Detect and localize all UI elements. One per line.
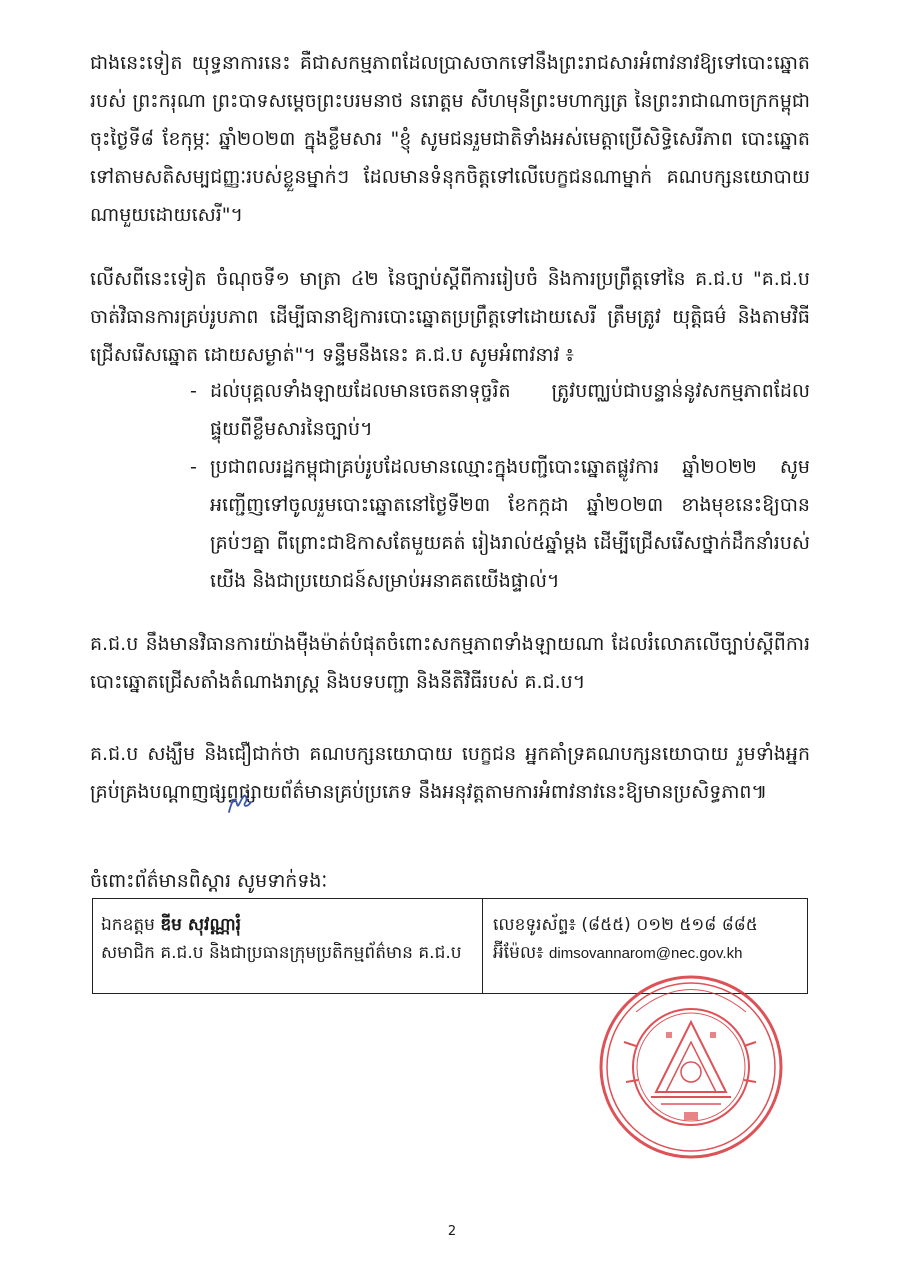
email-label: អ៊ីម៉ែល៖ [493, 943, 544, 963]
paragraph-4: គ.ជ.ប សង្ឃឹម និងជឿជាក់ថា គណបក្សនយោបាយ បេក្ខជន អ្នកគាំទ្រគណបក្សនយោបាយ រួមទាំងអ្នកគ្រប់គ្រងបណ្តាញផ្សព្វផ្សាយព័ត៌មានគ្រប់ប្រភេទ នឹងអនុវត្តតាមការអំពាវនាវនេះឱ្យមានប្រសិទ្ធភាព៕ [90, 743, 810, 803]
paragraph-2: លើសពីនេះទៀត ចំណុចទី១ មាត្រា ៤២ នៃច្បាប់ស្តីពីការរៀបចំ និងការប្រព្រឹត្តទៅនៃ គ.ជ.ប "គ.ជ.ប ចាត់វិធានការគ្រប់រូបភាព ដើម្បីធានាឱ្យការបោះឆ្នោតប្រព្រឹត្តទៅដោយសេរី ត្រឹមត្រូវ យុត្តិធម៌ និងតាមវិធីជ្រើសរើសឆ្នោត ដោយសម្ងាត់"។ ទន្ទឹមនឹងនេះ គ.ជ.ប សូមអំពាវនាវ ៖ [90, 268, 810, 366]
contact-name-line [101, 911, 474, 939]
list-item-text: ប្រជាពលរដ្ឋកម្ពុជាគ្រប់រូបដែលមានឈ្មោះក្នុងបញ្ជីបោះឆ្នោតផ្លូវការ ឆ្នាំ២០២២ សូមអញ្ជើញទៅចូលរួមបោះឆ្នោតនៅថ្ងៃទី២៣ ខែកក្កដា ឆ្នាំ២០២៣ ខាងមុខនេះឱ្យបានគ្រប់ៗគ្នា ពីព្រោះជាឱកាសតែមួយគត់ រៀងរាល់៥ឆ្នាំម្តង ដើម្បីជ្រើសរើសថ្នាក់ដឹកនាំរបស់យើង និងជាប្រយោជន៍សម្រាប់អនាគតយើងផ្ទាល់។ [210, 456, 810, 592]
paragraph-1: ជាងនេះទៀត យុទ្ធនាការនេះ គឺជាសកម្មភាពដែលប្រាសចាកទៅនឹងព្រះរាជសារអំពាវនាវឱ្យទៅបោះឆ្នោតរបស់ ព្រះករុណា ព្រះបាទសម្តេចព្រះបរមនាថ នរោត្តម សីហមុនីព្រះមហាក្សត្រ នៃព្រះរាជាណាចក្រកម្ពុជា ចុះថ្ងៃទី៨ ខែកុម្ភៈ ឆ្នាំ២០២៣ ក្នុងខ្លឹមសារ "ខ្ញុំ សូមជនរួមជាតិទាំងអស់មេត្តាប្រើសិទ្ធិសេរីភាព បោះឆ្នោតទៅតាមសតិសម្បជញ្ញៈរបស់ខ្លួនម្នាក់ៗ ដែលមានទំនុកចិត្តទៅលើបេក្ខជនណាម្នាក់ គណបក្សនយោបាយណាមួយដោយសេរី"។ [90, 52, 810, 226]
paragraph-3: គ.ជ.ប នឹងមានវិធានការយ៉ាងម៉ឺងម៉ាត់បំផុតចំពោះសកម្មភាពទាំងឡាយណា ដែលរំលោភលើច្បាប់ស្តីពីការបោះឆ្នោតជ្រើសតាំងតំណាងរាស្ត្រ និងបទបញ្ជា និងនីតិវិធីរបស់ គ.ជ.ប។ [90, 633, 810, 693]
contact-title: ឯកឧត្តម [101, 915, 155, 935]
contact-role: សមាជិក គ.ជ.ប និងជាប្រធានក្រុមប្រតិកម្មព័ត៌មាន គ.ជ.ប [101, 943, 462, 963]
list-item-text: ដល់បុគ្គលទាំងឡាយដែលមានចេតនាទុច្ចរិត ត្រូវបញ្ឈប់ជាបន្ទាន់នូវសកម្មភាពដែលផ្ទុយពីខ្លឹមសារនៃច្បាប់។ [210, 380, 810, 440]
handwritten-initial [226, 790, 254, 818]
phone-number[interactable]: (៨៥៥) ០១២ ៥១៨ ៨៨៥ [581, 915, 758, 935]
contact-person-cell [93, 899, 483, 993]
contact-heading: ចំពោះព័ត៌មានពិស្តារ សូមទាក់ទងៈ [90, 870, 328, 892]
list-item [190, 372, 810, 448]
page-number: 2 [447, 1224, 457, 1239]
email-line [493, 939, 797, 968]
contact-name: ឌីម សុវណ្ណារុំ [160, 915, 242, 935]
email-address[interactable]: dimsovannarom@nec.gov.kh [549, 945, 743, 962]
official-seal-stamp [596, 972, 786, 1162]
list-item [190, 448, 810, 600]
appeal-list [190, 372, 810, 600]
bullet-marker: - [190, 456, 197, 478]
phone-label: លេខទូរស័ព្ទ៖ [493, 915, 577, 935]
bullet-marker: - [190, 380, 197, 402]
phone-line [493, 911, 797, 939]
